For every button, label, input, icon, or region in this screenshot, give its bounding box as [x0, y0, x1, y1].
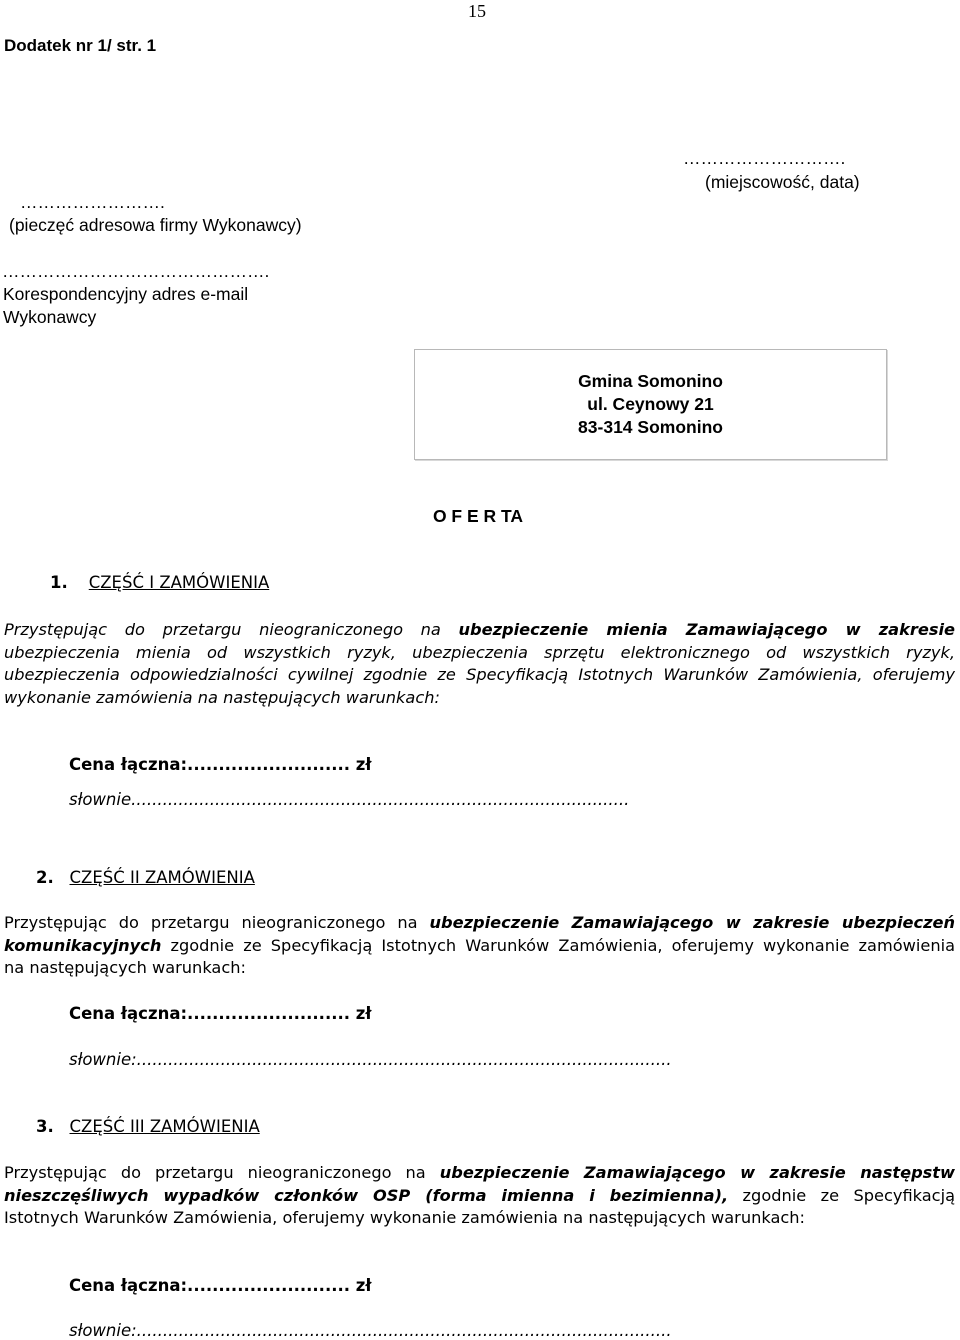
- section-3-paragraph: [4, 1162, 955, 1230]
- section-number: 3.: [36, 1117, 54, 1136]
- section-1-heading: [50, 573, 269, 592]
- section-1-amount-in-words: słownie...............................................................................................: [69, 790, 630, 809]
- place-date-label: (miejscowość, data): [705, 172, 860, 192]
- paragraph-line: na następujących warunkach:: [4, 958, 246, 977]
- email-dots: ……………………………………….: [2, 261, 270, 281]
- section-title: CZĘŚĆ II ZAMÓWIENIA: [69, 868, 255, 887]
- appendix-label: Dodatek nr 1/ str. 1: [4, 36, 157, 55]
- recipient-address-box: [414, 349, 887, 460]
- paragraph-line: Istotnych Warunków Zamówienia, oferujemy wykonanie zamówienia na następujących warunkach:: [4, 1208, 805, 1227]
- section-3-amount-in-words: słownie:......................................................................................................: [69, 1321, 672, 1340]
- address-line-1: Gmina Somonino: [578, 371, 723, 391]
- stamp-label: (pieczęć adresowa firmy Wykonawcy): [9, 215, 302, 235]
- offer-title: O F E R TA: [432, 506, 524, 526]
- paragraph-line: wykonanie zamówienia na następujących warunkach:: [4, 687, 440, 707]
- section-1-paragraph: [4, 619, 955, 709]
- stamp-dots: …………………….: [20, 192, 165, 212]
- section-2-heading: [36, 868, 255, 887]
- paragraph-line: ubezpieczenia mienia od wszystkich ryzyk, ubezpieczenia sprzętu elektronicznego od wszystkich ryzyk,: [4, 642, 955, 662]
- paragraph-line: Przystępując do przetargu nieograniczonego na ubezpieczenie Zamawiającego w zakresie następstw: [4, 1163, 955, 1182]
- section-number: 2.: [36, 868, 54, 887]
- paragraph-line: ubezpieczenia odpowiedzialności cywilnej zgodnie ze Specyfikacją Istotnych Warunków Zamówienia, oferujemy: [4, 665, 955, 684]
- paragraph-line: nieszczęśliwych wypadków członków OSP (forma imienna i bezimienna), zgodnie ze Specyfikacją: [4, 1185, 955, 1205]
- paragraph-line: Przystępując do przetargu nieograniczonego na ubezpieczenie mienia Zamawiającego w zakresie: [4, 620, 955, 639]
- section-3-heading: [36, 1117, 260, 1136]
- section-2-price: Cena łączna:.......................... zł: [69, 1004, 372, 1023]
- address-line-2: ul. Ceynowy 21: [587, 394, 714, 414]
- section-2-paragraph: [4, 912, 955, 980]
- email-label-line1: Korespondencyjny adres e-mail: [3, 284, 249, 304]
- section-3-price: Cena łączna:.......................... zł: [69, 1276, 372, 1295]
- paragraph-line: komunikacyjnych zgodnie ze Specyfikacją Istotnych Warunków Zamówienia, oferujemy wykonanie zamówienia: [4, 935, 955, 955]
- place-date-dots: ……………………….: [683, 148, 846, 168]
- section-1-price: Cena łączna:.......................... zł: [69, 755, 372, 774]
- paragraph-line: Przystępując do przetargu nieograniczonego na ubezpieczenie Zamawiającego w zakresie ubezpieczeń: [4, 913, 956, 932]
- email-label-line2: Wykonawcy: [3, 307, 97, 327]
- address-line-3: 83-314 Somonino: [578, 417, 723, 437]
- section-title: CZĘŚĆ I ZAMÓWIENIA: [88, 573, 270, 592]
- page-number: 15: [468, 1, 486, 21]
- section-title: CZĘŚĆ III ZAMÓWIENIA: [69, 1117, 260, 1136]
- section-2-amount-in-words: słownie:......................................................................................................: [69, 1050, 672, 1069]
- section-number: 1.: [50, 573, 68, 592]
